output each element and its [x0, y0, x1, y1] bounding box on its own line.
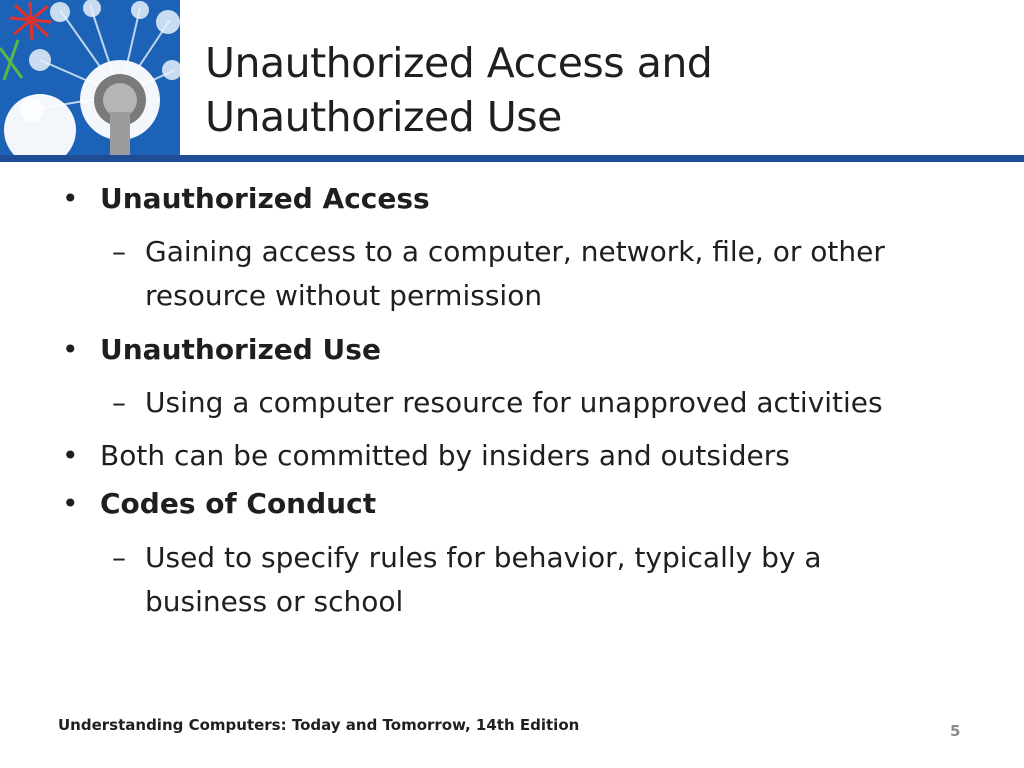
bullet-codes-of-conduct: Codes of Conduct	[100, 487, 377, 520]
bullet-marker: •	[62, 487, 79, 520]
title-divider	[0, 155, 1024, 162]
sub-bullet-text-continued: resource without permission	[145, 279, 543, 312]
page-title	[205, 36, 1005, 144]
bullet-marker: •	[62, 439, 79, 472]
title-line-1: Unauthorized Access and	[205, 39, 713, 87]
bullet-insiders-outsiders: Both can be committed by insiders and outsiders	[100, 439, 790, 472]
sub-bullet-text: Gaining access to a computer, network, file, or other	[145, 235, 885, 268]
dandelion-icon	[0, 0, 180, 156]
title-line-2: Unauthorized Use	[205, 93, 562, 141]
bullet-marker: •	[62, 333, 79, 366]
bullet-unauthorized-access: Unauthorized Access	[100, 182, 430, 215]
bullet-marker: •	[62, 182, 79, 215]
sub-bullet-marker: –	[112, 235, 126, 268]
sub-bullet-text-continued: business or school	[145, 585, 404, 618]
sub-bullet-text: Using a computer resource for unapproved activities	[145, 386, 883, 419]
sub-bullet-marker: –	[112, 386, 126, 419]
footer-text: Understanding Computers: Today and Tomorrow, 14th Edition	[58, 716, 580, 734]
sub-bullet-text: Used to specify rules for behavior, typically by a	[145, 541, 822, 574]
page-number: 5	[950, 722, 961, 740]
bullet-unauthorized-use: Unauthorized Use	[100, 333, 381, 366]
sub-bullet-marker: –	[112, 541, 126, 574]
